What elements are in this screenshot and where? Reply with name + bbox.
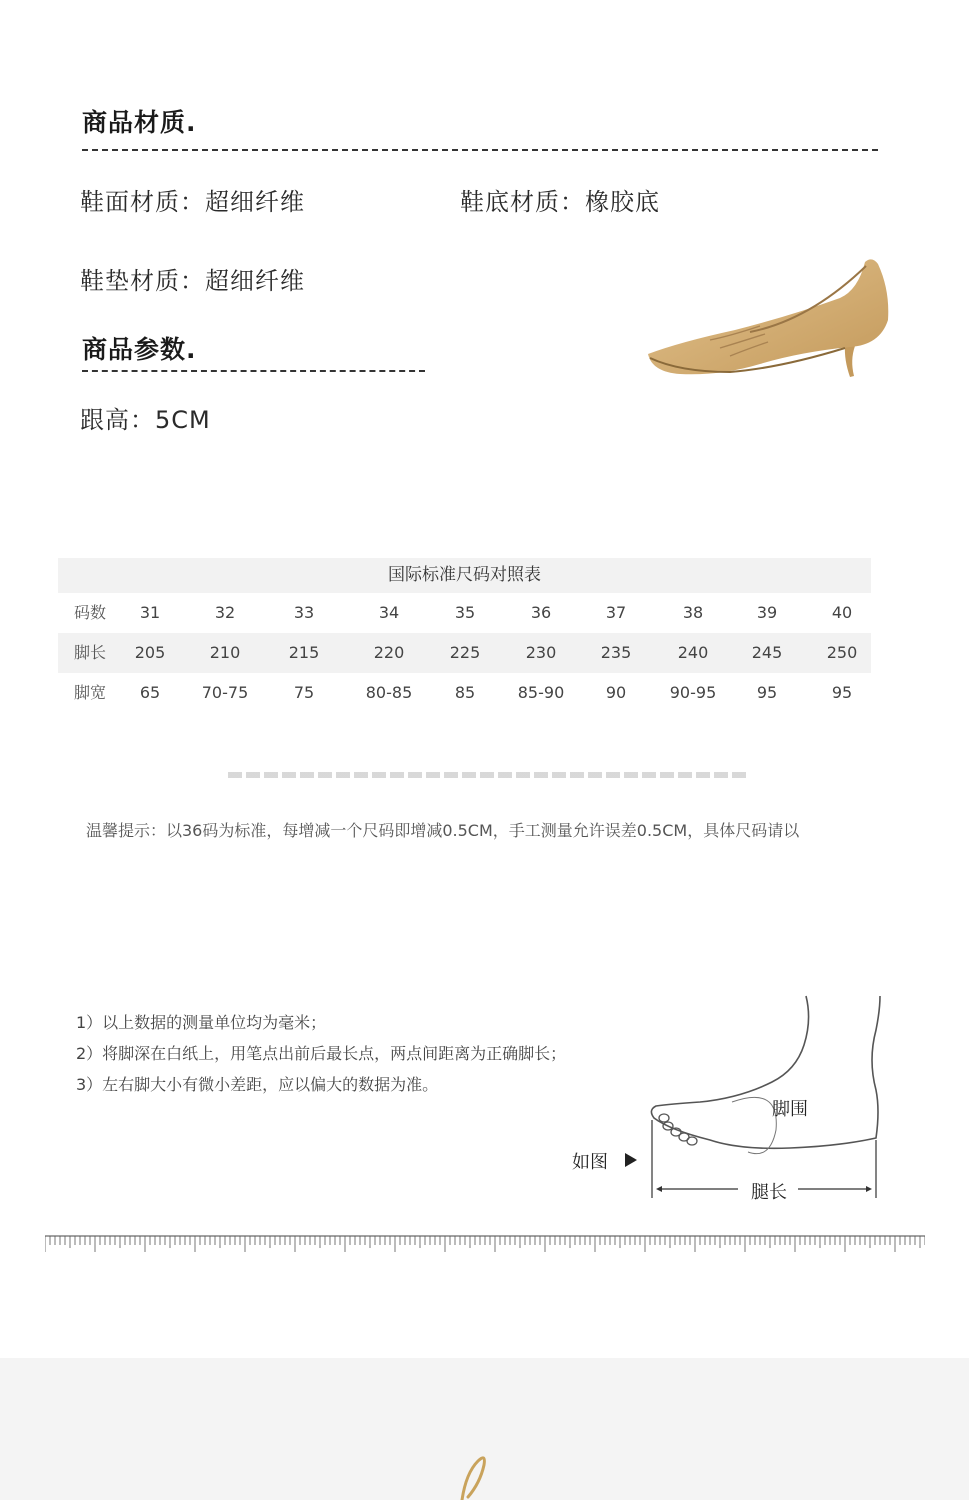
table-cell: 250 — [826, 643, 858, 662]
material-title: 商品材质. — [82, 108, 197, 137]
clipped-text-strip — [228, 772, 746, 778]
table-cell: 34 — [378, 603, 400, 622]
sole-material: 鞋底材质：橡胶底 — [460, 188, 660, 216]
table-cell: 38 — [682, 603, 704, 622]
foot-diagram — [640, 990, 890, 1205]
table-cell: 36 — [530, 603, 552, 622]
table-cell: 39 — [756, 603, 778, 622]
circumference-label: 脚围 — [772, 1099, 808, 1120]
table-row-size — [58, 593, 871, 633]
note-item: 1）以上数据的测量单位均为毫米； — [76, 1013, 327, 1032]
table-cell: 225 — [449, 643, 481, 662]
table-cell: 240 — [677, 643, 709, 662]
table-cell: 95 — [831, 683, 853, 702]
table-cell: 37 — [605, 603, 627, 622]
table-cell: 65 — [139, 683, 161, 702]
table-cell: 40 — [831, 603, 853, 622]
size-table — [58, 558, 871, 713]
table-cell: 90 — [605, 683, 627, 702]
table-cell: 90-95 — [669, 683, 717, 702]
table-cell: 215 — [288, 643, 320, 662]
table-row-width — [58, 673, 871, 713]
brand-script-icon — [448, 1453, 498, 1500]
size-table-title: 国际标准尺码对照表 — [58, 558, 871, 593]
params-title: 商品参数. — [82, 335, 197, 364]
table-cell: 33 — [293, 603, 315, 622]
shoe-image — [640, 250, 900, 390]
note-item: 2）将脚深在白纸上，用笔点出前后最长点，两点间距离为正确脚长； — [76, 1044, 567, 1063]
table-cell: 245 — [751, 643, 783, 662]
table-cell: 235 — [600, 643, 632, 662]
table-cell: 75 — [293, 683, 315, 702]
table-cell: 210 — [209, 643, 241, 662]
table-row-length — [58, 633, 871, 673]
table-cell: 230 — [525, 643, 557, 662]
table-cell: 85 — [454, 683, 476, 702]
size-tip: 温馨提示：以36码为标准，每增减一个尺码即增减0.5CM，手工测量允许误差0.5CM，具体尺码请以 — [86, 821, 800, 840]
measure-notes — [76, 1007, 566, 1100]
see-diagram-label: 如图 — [572, 1152, 608, 1173]
row-label: 脚宽 — [74, 683, 107, 702]
table-cell: 32 — [214, 603, 236, 622]
table-cell: 80-85 — [365, 683, 413, 702]
insole-material: 鞋垫材质：超细纤维 — [80, 267, 305, 295]
ruler — [45, 1230, 925, 1252]
note-item: 3）左右脚大小有微小差距，应以偏大的数据为准。 — [76, 1075, 439, 1094]
upper-material: 鞋面材质：超细纤维 — [80, 188, 305, 216]
table-cell: 205 — [134, 643, 166, 662]
length-label: 腿长 — [751, 1182, 787, 1203]
material-divider — [82, 149, 878, 151]
row-label: 码数 — [74, 603, 107, 622]
table-cell: 31 — [139, 603, 161, 622]
table-cell: 85-90 — [517, 683, 565, 702]
heel-height: 跟高：5CM — [80, 406, 211, 434]
table-cell: 70-75 — [201, 683, 249, 702]
row-label: 脚长 — [74, 643, 107, 662]
table-cell: 95 — [756, 683, 778, 702]
play-arrow-icon — [624, 1152, 638, 1168]
params-divider — [82, 370, 425, 372]
footer-band — [0, 1358, 969, 1500]
table-cell: 220 — [373, 643, 405, 662]
table-cell: 35 — [454, 603, 476, 622]
